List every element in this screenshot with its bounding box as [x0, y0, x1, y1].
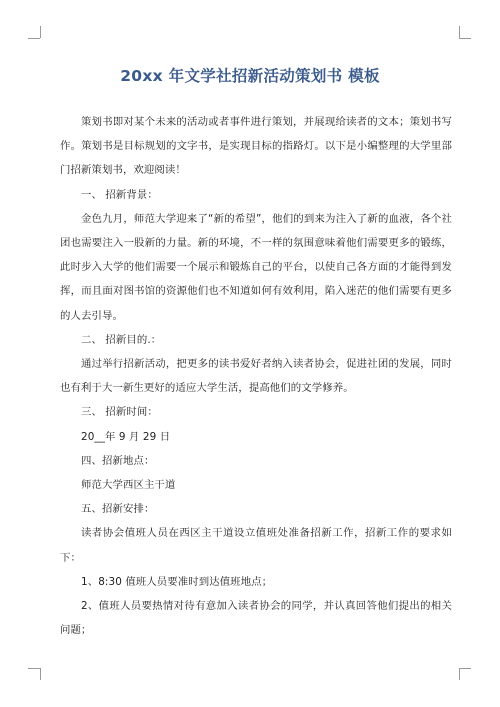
paragraph: 策划书即对某个未来的活动或者事件进行策划，并展现给读者的文本；策划书写作。策划书是目标规划的文字书，是实现目标的指路灯。以下是小编整理的大学里部门招新策划书，欢迎阅读！: [60, 116, 452, 177]
paragraph: 师范大学西区主干道: [81, 479, 176, 492]
crop-mark-top-right-v: [459, 26, 460, 38]
crop-mark-bottom-left-h: [28, 668, 40, 669]
section-heading: 五、招新安排：: [81, 503, 155, 516]
crop-mark-top-right-h: [459, 38, 471, 39]
crop-mark-top-left-v: [40, 26, 41, 38]
section-heading: 三、 招新时间：: [81, 406, 158, 419]
crop-mark-bottom-right-h: [459, 668, 471, 669]
section-heading: 一、 招新背景：: [81, 188, 158, 201]
document-body: [60, 110, 452, 642]
crop-mark-bottom-right-v: [459, 668, 460, 680]
document-title: 20xx 年文学社招新活动策划书 模板: [120, 67, 380, 85]
paragraph: 通过举行招新活动，把更多的读书爱好者纳入读者协会，促进社团的发展，同时也有利于大一新生更好的适应大学生活，提高他们的文学修养。: [60, 358, 452, 395]
paragraph: 金色九月，师范大学迎来了“新的希望”，他们的到来为注入了新的血液，各个社团也需要注入一股新的力量。新的环境，不一样的氛围意味着他们需要更多的锻练，此时步入大学的他们需要一个展示和锻炼自己的平台，以使自己各方面的才能得到发挥，而且面对图书馆的资源他们也不知道如何有效利用，陷入迷茫的他们需要有更多的人去引导。: [60, 212, 452, 322]
section-heading: 四、招新地点：: [81, 454, 155, 467]
paragraph: 1、8:30 值班人员要准时到达值班地点；: [81, 575, 273, 588]
crop-mark-top-left-h: [28, 38, 40, 39]
paragraph: 读者协会值班人员在西区主干道设立值班处准备招新工作，招新工作的要求如下：: [60, 527, 452, 564]
crop-mark-bottom-left-v: [40, 668, 41, 680]
paragraph: 20__年 9 月 29 日: [81, 430, 171, 443]
paragraph: 2、值班人员要热情对待有意加入读者协会的同学，并认真回答他们提出的相关问题；: [60, 600, 452, 637]
section-heading: 二、 招新目的.：: [81, 333, 162, 346]
